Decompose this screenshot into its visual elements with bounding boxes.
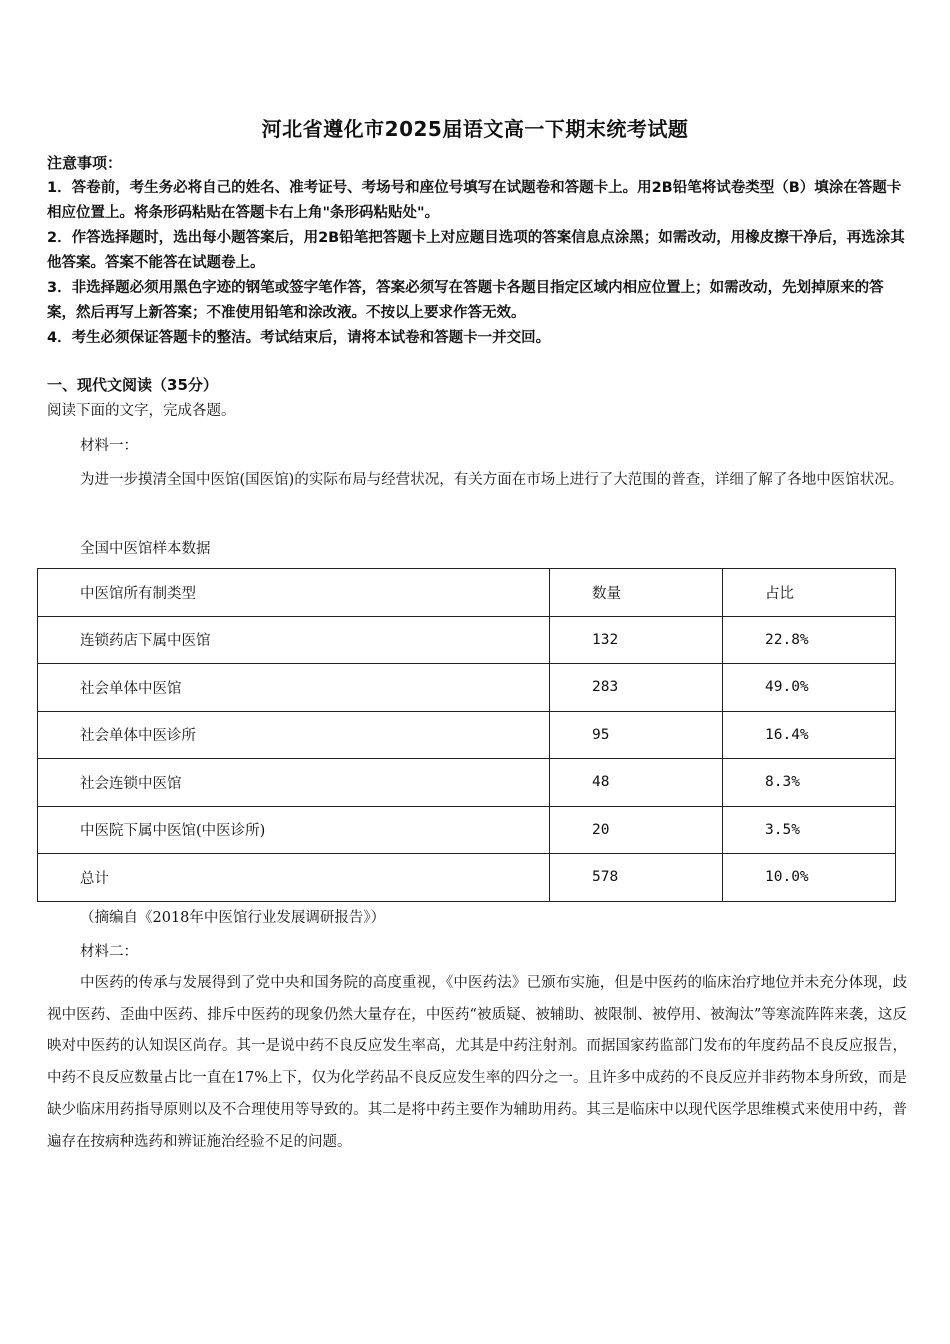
cell-count: 20 xyxy=(550,806,723,854)
notice-item: 4．考生必须保证答题卡的整洁。考试结束后，请将本试卷和答题卡一并交回。 xyxy=(47,330,551,346)
cell-ratio: 22.8% xyxy=(723,616,896,664)
notice-heading: 注意事项： xyxy=(47,154,123,172)
table-row xyxy=(38,806,896,854)
cell-type: 中医院下属中医馆(中医诊所) xyxy=(38,806,550,854)
page-title: 河北省遵化市2025届语文高一下期末统考试题 xyxy=(261,117,689,141)
table-row xyxy=(38,664,896,712)
cell-type: 社会连锁中医馆 xyxy=(38,759,550,807)
header-cell-count: 数量 xyxy=(550,569,723,617)
table-row xyxy=(38,759,896,807)
notice-item: 3．非选择题必须用黑色字迹的钢笔或签字笔作答，答案必须写在答题卡各题目指定区域内相应位置上；如需改动，先划掉原来的答案，然后再写上新答案；不准使用铅笔和涂改液。不按以上要求作答无效。 xyxy=(47,280,884,321)
table-row xyxy=(38,616,896,664)
table-caption: 全国中医馆样本数据 xyxy=(80,541,211,557)
material2-label: 材料二： xyxy=(80,944,138,960)
header-cell-ratio: 占比 xyxy=(723,569,896,617)
table-row-total xyxy=(38,854,896,902)
cell-type: 总计 xyxy=(38,854,550,902)
notice-item: 2．作答选择题时，选出每小题答案后，用2B铅笔把答题卡上对应题目选项的答案信息点涂黑；如需改动，用橡皮擦干净后，再选涂其他答案。答案不能答在试题卷上。 xyxy=(47,230,905,271)
table-source: （摘编自《2018年中医馆行业发展调研报告》） xyxy=(80,910,386,926)
cell-count: 48 xyxy=(550,759,723,807)
cell-count: 132 xyxy=(550,616,723,664)
cell-ratio: 49.0% xyxy=(723,664,896,712)
section-heading: 一、现代文阅读（35分） xyxy=(47,376,218,394)
notice-list xyxy=(47,176,907,351)
table-row xyxy=(38,711,896,759)
cell-count: 578 xyxy=(550,854,723,902)
cell-type: 社会单体中医馆 xyxy=(38,664,550,712)
data-table xyxy=(37,568,896,902)
material1-paragraph: 为进一步摸清全国中医馆(国医馆)的实际布局与经营状况，有关方面在市场上进行了大范围的普查，详细了解了各地中医馆状况。 xyxy=(80,472,904,488)
table-header-row xyxy=(38,569,896,617)
material1-label: 材料一： xyxy=(80,438,138,454)
cell-count: 283 xyxy=(550,664,723,712)
cell-type: 连锁药店下属中医馆 xyxy=(38,616,550,664)
notice-item: 1．答卷前，考生务必将自己的姓名、准考证号、考场号和座位号填写在试题卷和答题卡上。用2B铅笔将试卷类型（B）填涂在答题卡相应位置上。将条形码粘贴在答题卡右上角"条形码粘贴处"。 xyxy=(47,180,902,221)
material2-paragraph: 中医药的传承与发展得到了党中央和国务院的高度重视，《中医药法》已颁布实施，但是中医药的临床治疗地位并未充分体现，歧视中医药、歪曲中医药、排斥中医药的现象仍然大量存在，中医药“被质疑、被辅助、被限制、被停用、被淘汰”等寒流阵阵来袭，这反映对中医药的认知误区尚存。其一是说中药不良反应发生率高，尤其是中药注射剂。而据国家药监部门发布的年度药品不良反应报告，中药不良反应数量占比一直在17%上下，仅为化学药品不良反应发生率的四分之一。且许多中成药的不良反应并非药物本身所致，而是缺少临床用药指导原则以及不合理使用等导致的。其二是将中药主要作为辅助用药。其三是临床中以现代医学思维模式来使用中药，普遍存在按病种选药和辨证施治经验不足的问题。 xyxy=(47,975,907,1150)
cell-ratio: 8.3% xyxy=(723,759,896,807)
cell-count: 95 xyxy=(550,711,723,759)
header-cell-type: 中医馆所有制类型 xyxy=(38,569,550,617)
cell-ratio: 3.5% xyxy=(723,806,896,854)
cell-ratio: 10.0% xyxy=(723,854,896,902)
cell-type: 社会单体中医诊所 xyxy=(38,711,550,759)
section-intro: 阅读下面的文字，完成各题。 xyxy=(47,403,236,419)
cell-ratio: 16.4% xyxy=(723,711,896,759)
